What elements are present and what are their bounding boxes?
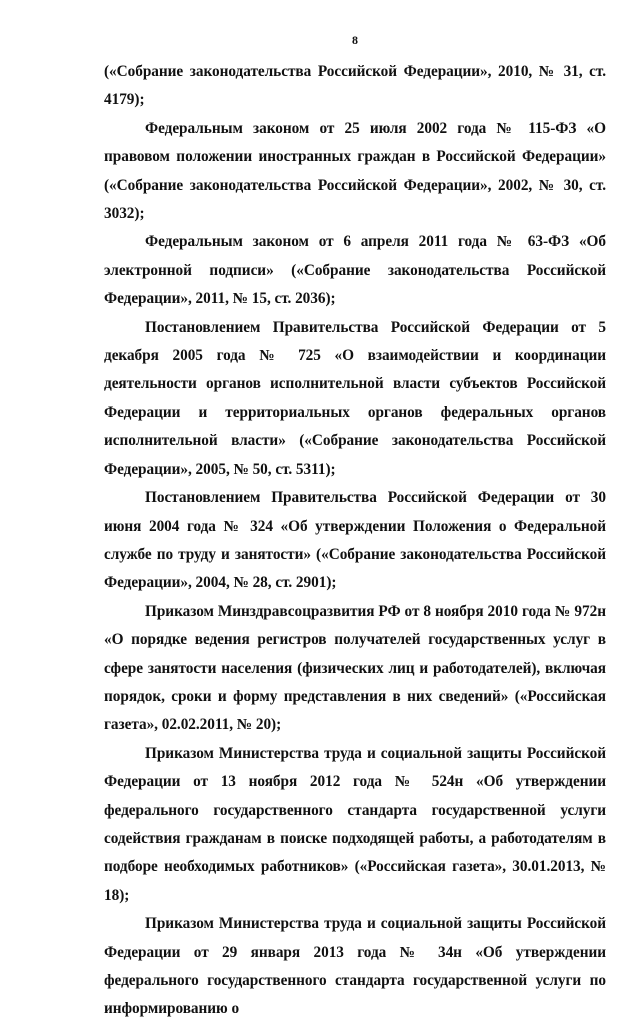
- paragraph-law-115fz: Федеральным законом от 25 июля 2002 года № 115-ФЗ «О правовом положении иностранных граждан в Российской Федерации» («Собрание законодательства Российской Федерации», 2002, № 30, ст. 3032);: [104, 119, 606, 223]
- paragraph-law-63fz: Федеральным законом от 6 апреля 2011 года № 63-ФЗ «Об электронной подписи» («Собрание законодательства Российской Федерации», 2011, № 15, ст. 2036);: [104, 233, 606, 308]
- paragraph-order-972n: Приказом Минздравсоцразвития РФ от 8 ноября 2010 года № 972н «О порядке ведения регистров получателей государственных услуг в сфере занятости населения (физических лиц и работодателей), включая порядок, сроки и форму представления в них сведений» («Российская газета», 02.02.2011, № 20);: [104, 602, 606, 734]
- paragraph-order-34n: Приказом Министерства труда и социальной защиты Российской Федерации от 29 января 2013 года № 34н «Об утверждении федерального государственного стандарта государственной услуги по информированию о: [104, 915, 606, 1018]
- paragraph-resolution-324: Постановлением Правительства Российской Федерации от 30 июня 2004 года № 324 «Об утверждении Положения о Федеральной службе по труду и занятости» («Собрание законодательства Российской Федерации», 2004, № 28, ст. 2901);: [104, 489, 606, 592]
- paragraph-continuation: («Собрание законодательства Российской Федерации», 2010, № 31, ст. 4179);: [104, 63, 606, 109]
- document-body: [104, 58, 606, 1024]
- paragraph-resolution-725: Постановлением Правительства Российской Федерации от 5 декабря 2005 года № 725 «О взаимодействии и координации деятельности органов исполнительной власти субъектов Российской Федерации и территориальных органов федеральных органов исполнительной власти» («Собрание законодательства Российской Федерации», 2005, № 50, ст. 5311);: [104, 318, 606, 478]
- page-number: 8: [352, 33, 358, 47]
- paragraph-order-524n: Приказом Министерства труда и социальной защиты Российской Федерации от 13 ноября 2012 года № 524н «Об утверждении федерального государственного стандарта государственной услуги содействия гражданам в поиске подходящей работы, а работодателям в подборе необходимых работников» («Российская газета», 30.01.2013, № 18);: [104, 744, 606, 904]
